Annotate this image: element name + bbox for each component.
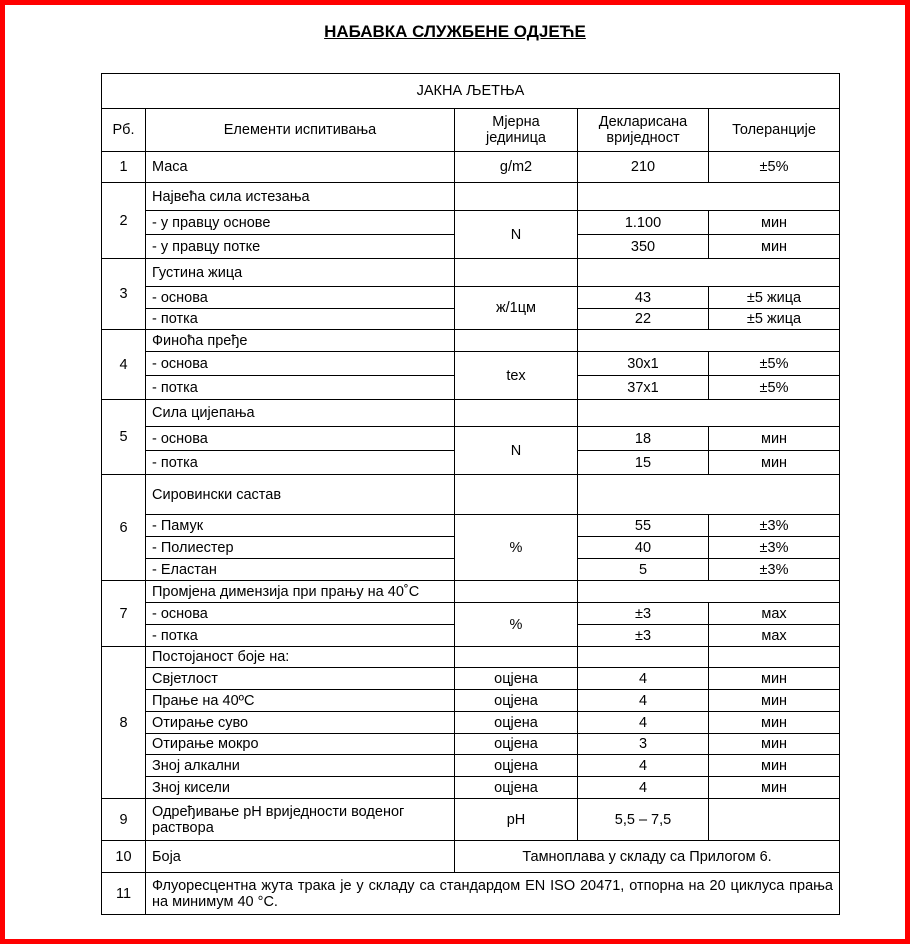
tolerance-cell: ±5% [709, 352, 840, 376]
empty-cell [455, 475, 578, 515]
value-cell: 5,5 – 7,5 [578, 799, 709, 841]
empty-cell [455, 259, 578, 287]
value-cell: ±3 [578, 625, 709, 647]
value-cell: 1.100 [578, 211, 709, 235]
tolerance-cell: мин [709, 211, 840, 235]
row-number: 3 [102, 259, 146, 330]
tolerance-cell: мин [709, 235, 840, 259]
element-name: - основа [146, 427, 455, 451]
table-row [102, 330, 840, 352]
element-name: - основа [146, 287, 455, 309]
element-name: Маса [146, 152, 455, 183]
unit-cell: % [455, 603, 578, 647]
value-cell: 5 [578, 559, 709, 581]
table-row [102, 712, 840, 734]
tolerance-cell: мин [709, 777, 840, 799]
element-name: Прање на 40ºC [146, 690, 455, 712]
table-row [102, 777, 840, 799]
table-row [102, 352, 840, 376]
unit-cell: оцјена [455, 777, 578, 799]
element-name: Зној алкални [146, 755, 455, 777]
row-number: 7 [102, 581, 146, 647]
table-row [102, 755, 840, 777]
row-number: 1 [102, 152, 146, 183]
unit-cell: N [455, 427, 578, 475]
value-cell: 30x1 [578, 352, 709, 376]
value-cell: ±3 [578, 603, 709, 625]
row-number: 11 [102, 873, 146, 915]
empty-cell [578, 475, 840, 515]
tolerance-cell: ±5 жица [709, 287, 840, 309]
element-name: Зној кисели [146, 777, 455, 799]
table-row [102, 515, 840, 537]
unit-cell: оцјена [455, 734, 578, 755]
empty-cell [578, 647, 709, 668]
value-cell: 55 [578, 515, 709, 537]
row-number: 6 [102, 475, 146, 581]
row-number: 10 [102, 841, 146, 873]
tolerance-cell: мин [709, 755, 840, 777]
element-name: - Еластан [146, 559, 455, 581]
unit-cell: оцјена [455, 755, 578, 777]
empty-cell [455, 183, 578, 211]
tolerance-cell: мин [709, 668, 840, 690]
table-row [102, 873, 840, 915]
group-title: Сила цијепања [146, 400, 455, 427]
page-title: НАБАВКА СЛУЖБЕНЕ ОДЈЕЋЕ [324, 22, 586, 41]
value-cell: 4 [578, 777, 709, 799]
table-row [102, 152, 840, 183]
group-title: Финоћа пређе [146, 330, 455, 352]
empty-cell [455, 330, 578, 352]
header-unit: Мјерна јединица [455, 109, 578, 152]
value-cell: 37x1 [578, 376, 709, 400]
element-name: Свјетлост [146, 668, 455, 690]
header-declared: Декларисана вриједност [578, 109, 709, 152]
tolerance-cell: ±5% [709, 376, 840, 400]
table-row [102, 734, 840, 755]
table-row [102, 841, 840, 873]
value-cell: 350 [578, 235, 709, 259]
row-number: 8 [102, 647, 146, 799]
table-row [102, 647, 840, 668]
table-row [102, 211, 840, 235]
element-name: - потка [146, 451, 455, 475]
unit-cell: g/m2 [455, 152, 578, 183]
header-tolerance: Толеранције [709, 109, 840, 152]
group-title: Густина жица [146, 259, 455, 287]
tolerance-cell: мин [709, 427, 840, 451]
element-name: Отирање суво [146, 712, 455, 734]
unit-cell: pH [455, 799, 578, 841]
value-cell: 3 [578, 734, 709, 755]
table-row [102, 183, 840, 211]
element-name: - основа [146, 603, 455, 625]
section-header-row [102, 74, 840, 109]
empty-cell [455, 647, 578, 668]
element-name: Одређивање pH вриједности воденог раствора [146, 799, 455, 841]
empty-cell [709, 647, 840, 668]
empty-cell [455, 581, 578, 603]
table-row [102, 799, 840, 841]
value-cell: 4 [578, 668, 709, 690]
group-title: Постојаност боје на: [146, 647, 455, 668]
spec-table [101, 73, 840, 915]
value-cell: 43 [578, 287, 709, 309]
tolerance-cell: ±3% [709, 515, 840, 537]
row-number: 5 [102, 400, 146, 475]
element-name: - потка [146, 309, 455, 330]
value-cell: 22 [578, 309, 709, 330]
table-row [102, 475, 840, 515]
row-number: 4 [102, 330, 146, 400]
table-row [102, 400, 840, 427]
element-name: Боја [146, 841, 455, 873]
value-cell: 210 [578, 152, 709, 183]
empty-cell [455, 400, 578, 427]
header-no: Рб. [102, 109, 146, 152]
value-cell: 4 [578, 690, 709, 712]
element-name: - у правцу основе [146, 211, 455, 235]
empty-cell [578, 400, 840, 427]
table-row [102, 668, 840, 690]
value-cell: 40 [578, 537, 709, 559]
tolerance-cell: ±3% [709, 537, 840, 559]
tolerance-cell: ±3% [709, 559, 840, 581]
element-name: - основа [146, 352, 455, 376]
unit-cell: tex [455, 352, 578, 400]
table-row [102, 581, 840, 603]
tolerance-cell: мах [709, 625, 840, 647]
section-title: ЈАКНА ЉЕТЊА [102, 74, 840, 109]
element-name: - у правцу потке [146, 235, 455, 259]
unit-cell: N [455, 211, 578, 259]
element-name: - Памук [146, 515, 455, 537]
tolerance-cell: мин [709, 690, 840, 712]
table-row [102, 603, 840, 625]
empty-cell [578, 183, 840, 211]
group-title: Сировински састав [146, 475, 455, 515]
tolerance-cell: ±5% [709, 152, 840, 183]
row-number: 9 [102, 799, 146, 841]
unit-cell: оцјена [455, 668, 578, 690]
tolerance-cell: мах [709, 603, 840, 625]
empty-cell [578, 330, 840, 352]
tolerance-cell: ±5 жица [709, 309, 840, 330]
value-cell: Тамноплава у складу са Прилогом 6. [455, 841, 840, 873]
header-elements: Елементи испитивања [146, 109, 455, 152]
table-row [102, 259, 840, 287]
element-name: - потка [146, 625, 455, 647]
unit-cell: оцјена [455, 690, 578, 712]
element-name: - потка [146, 376, 455, 400]
element-name: - Полиестер [146, 537, 455, 559]
value-cell: 4 [578, 712, 709, 734]
group-title: Највећа сила истезања [146, 183, 455, 211]
value-cell: 18 [578, 427, 709, 451]
tolerance-cell: мин [709, 451, 840, 475]
unit-cell: ж/1цм [455, 287, 578, 330]
element-description: Флуоресцентна жута трака је у складу са стандардом EN ISO 20471, отпорна на 20 циклуса прања на минимум 40 °C. [146, 873, 840, 915]
unit-cell: % [455, 515, 578, 581]
column-header-row [102, 109, 840, 152]
table-row [102, 287, 840, 309]
value-cell: 15 [578, 451, 709, 475]
element-name: Отирање мокро [146, 734, 455, 755]
empty-cell [578, 259, 840, 287]
unit-cell: оцјена [455, 712, 578, 734]
value-cell: 4 [578, 755, 709, 777]
table-row [102, 427, 840, 451]
group-title: Промјена димензија при прању на 40˚C [146, 581, 455, 603]
tolerance-cell: мин [709, 734, 840, 755]
empty-cell [578, 581, 840, 603]
row-number: 2 [102, 183, 146, 259]
tolerance-cell: мин [709, 712, 840, 734]
empty-cell [709, 799, 840, 841]
table-row [102, 690, 840, 712]
